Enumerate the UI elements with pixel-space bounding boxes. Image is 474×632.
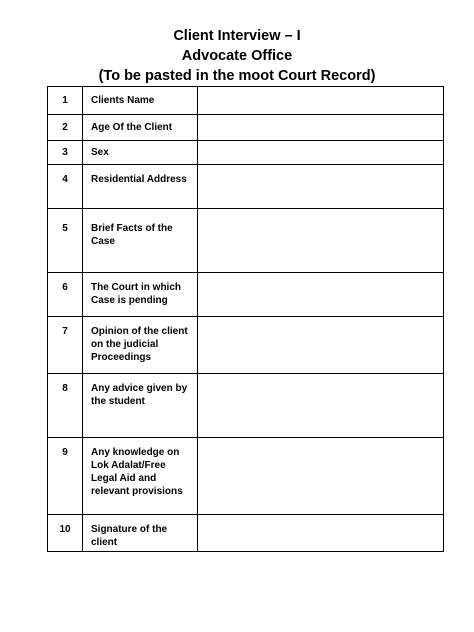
table-row xyxy=(48,165,444,209)
row-number: 6 xyxy=(48,273,83,317)
document-header xyxy=(0,26,474,86)
table-row xyxy=(48,317,444,374)
table-row xyxy=(48,515,444,552)
table-row xyxy=(48,115,444,141)
row-number: 5 xyxy=(48,209,83,273)
row-label: Residential Address xyxy=(83,165,198,209)
row-number: 2 xyxy=(48,115,83,141)
row-label: Opinion of the client on the judicial Proceedings xyxy=(83,317,198,374)
signature-field[interactable] xyxy=(198,515,444,552)
row-label: Any advice given by the student xyxy=(83,374,198,438)
interview-form-table xyxy=(47,86,444,552)
residential-address-field[interactable] xyxy=(198,165,444,209)
row-label: Any knowledge on Lok Adalat/Free Legal Aid and relevant provisions xyxy=(83,438,198,515)
table-row xyxy=(48,273,444,317)
table-row xyxy=(48,141,444,165)
row-number: 10 xyxy=(48,515,83,552)
row-number: 8 xyxy=(48,374,83,438)
document-subtitle: Advocate Office xyxy=(181,48,293,64)
row-label: Brief Facts of the Case xyxy=(83,209,198,273)
advice-field[interactable] xyxy=(198,374,444,438)
table-row xyxy=(48,209,444,273)
row-number: 3 xyxy=(48,141,83,165)
row-number: 1 xyxy=(48,87,83,115)
row-number: 9 xyxy=(48,438,83,515)
document-note: (To be pasted in the moot Court Record) xyxy=(98,68,376,84)
row-label: Sex xyxy=(83,141,198,165)
row-number: 7 xyxy=(48,317,83,374)
opinion-field[interactable] xyxy=(198,317,444,374)
row-label: Signature of the client xyxy=(83,515,198,552)
row-label: Age Of the Client xyxy=(83,115,198,141)
row-label: Clients Name xyxy=(83,87,198,115)
row-label: The Court in which Case is pending xyxy=(83,273,198,317)
document-title: Client Interview – I xyxy=(173,28,301,44)
row-number: 4 xyxy=(48,165,83,209)
clients-name-field[interactable] xyxy=(198,87,444,115)
age-field[interactable] xyxy=(198,115,444,141)
court-field[interactable] xyxy=(198,273,444,317)
brief-facts-field[interactable] xyxy=(198,209,444,273)
sex-field[interactable] xyxy=(198,141,444,165)
table-row xyxy=(48,87,444,115)
table-row xyxy=(48,374,444,438)
table-row xyxy=(48,438,444,515)
knowledge-field[interactable] xyxy=(198,438,444,515)
